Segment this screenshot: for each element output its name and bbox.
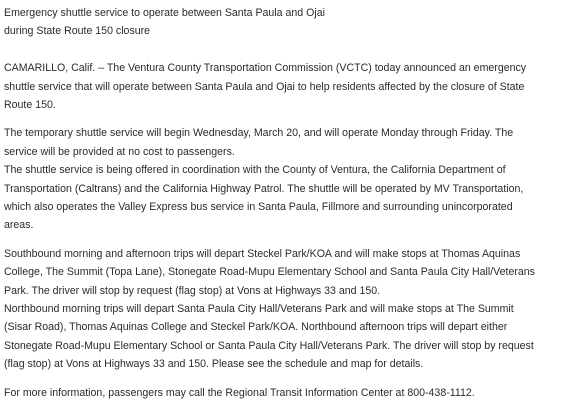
headline-spacer bbox=[4, 41, 544, 59]
paragraph-intro: CAMARILLO, Calif. – The Ventura County Transportation Commission (VCTC) today announced an emergency shuttle service that will operate between Santa Paula and Ojai to help residents affected by the closure of State Route 150. bbox=[4, 62, 527, 112]
paragraph-gap bbox=[4, 235, 544, 245]
paragraph-northbound: Northbound morning trips will depart Santa Paula City Hall/Veterans Park and will make stops at The Summit (Sisar Road), Thomas Aquinas College and Steckel Park/KOA. Northbound afternoon trips will depart either Stonegate Road-Mupu Elementary School or Santa Paula City Hall/Veterans Park. The driver will stop by request (flag stop) at Vons at Highways 33 and 150. Please see the schedule and map for details. bbox=[4, 303, 534, 371]
headline-line-1: Emergency shuttle service to operate between Santa Paula and Ojai bbox=[4, 7, 325, 19]
paragraph-service-start: The temporary shuttle service will begin Wednesday, March 20, and will operate Monday through Friday. The service will be provided at no cost to passengers. bbox=[4, 127, 514, 158]
headline-line-2: during State Route 150 closure bbox=[4, 25, 151, 38]
paragraph-gap bbox=[4, 374, 544, 384]
paragraph-gap bbox=[4, 114, 544, 124]
paragraph-coordination: The shuttle service is being offered in coordination with the County of Ventura, the California Department of Transportation (Caltrans) and the California Highway Patrol. The shuttle will be operated by MV Transportation, which also operates the Valley Express bus service in Santa Paula, Fillmore and surrounding unincorporated areas. bbox=[4, 164, 524, 232]
headline bbox=[4, 4, 544, 41]
paragraph-southbound: Southbound morning and afternoon trips will depart Steckel Park/KOA and will make stops at Thomas Aquinas College, The Summit (Topa Lane), Stonegate Road-Mupu Elementary School and Santa Paula City Hall/Veterans Park. The driver will stop by request (flag stop) at Vons at Highways 33 and 150. bbox=[4, 247, 535, 297]
paragraph-contact: For more information, passengers may call the Regional Transit Information Center at 800-438-1112. bbox=[4, 386, 475, 399]
